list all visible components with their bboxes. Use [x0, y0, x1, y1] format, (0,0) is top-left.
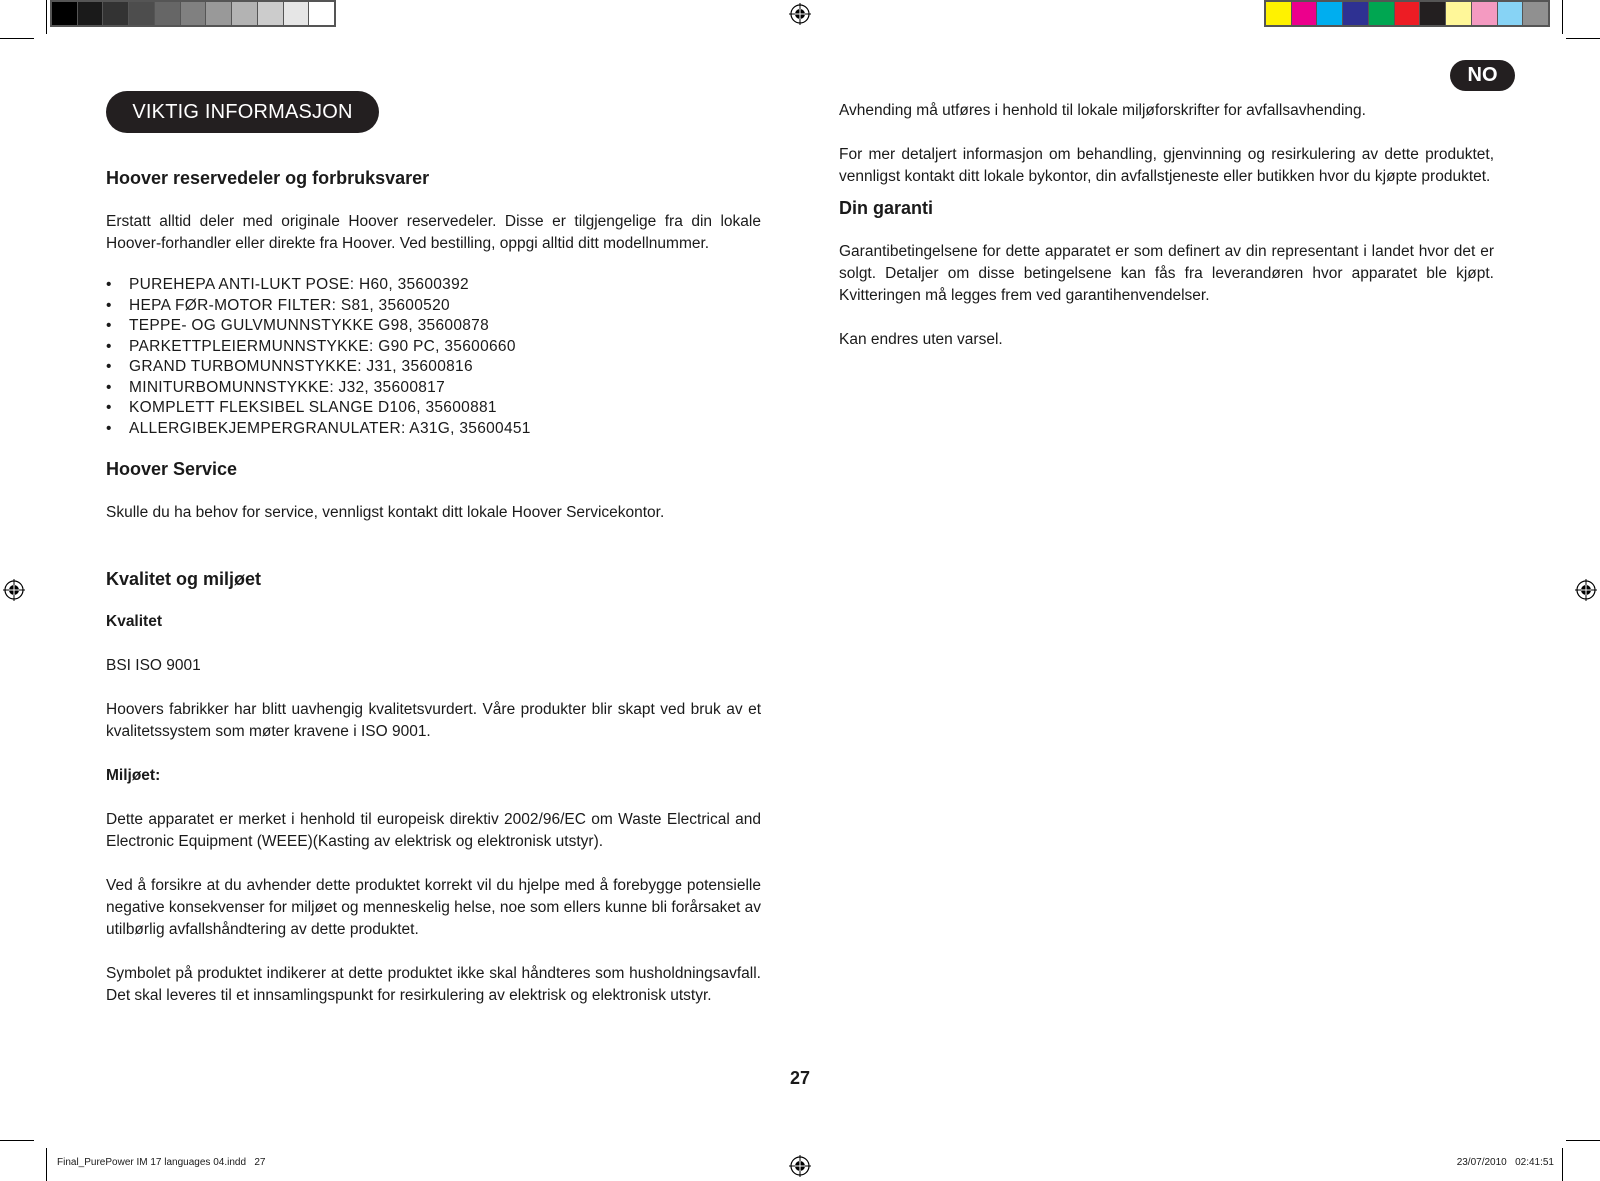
color-swatch [1472, 2, 1498, 25]
color-swatch [1498, 2, 1524, 25]
service-text: Skulle du ha behov for service, vennligst kontakt ditt lokale Hoover Servicekontor. [106, 504, 665, 521]
registration-mark-icon [789, 3, 811, 25]
spare-parts-heading: Hoover reservedeler og forbruksvarer [106, 168, 430, 188]
color-swatch [181, 2, 207, 25]
list-item: • HEPA FØR-MOTOR FILTER: S81, 35600520 [106, 296, 761, 317]
change-notice: Kan endres uten varsel. [839, 331, 1003, 348]
disposal-paragraph: For mer detaljert informasjon om behandling, gjenvinning og resirkulering av dette produktet, vennligst kontakt ditt lokale bykontor, din avfallstjeneste eller butikken hvor du kjøpte produktet. [839, 146, 1494, 185]
environment-paragraph: Dette apparatet er merket i henhold til europeisk direktiv 2002/96/EC om Waste Electrical and Electronic Equipment (WEEE)(Kasting av elektrisk og elektronisk utstyr). [106, 811, 761, 850]
color-swatch [155, 2, 181, 25]
crop-mark [1562, 1148, 1563, 1181]
registration-mark-icon [1575, 579, 1597, 601]
spare-parts-list [106, 275, 761, 439]
color-swatch [1266, 2, 1292, 25]
color-swatch [1369, 2, 1395, 25]
color-swatch [258, 2, 284, 25]
list-item: • ALLERGIBEKJEMPERGRANULATER: A31G, 35600451 [106, 419, 761, 440]
color-swatch [1343, 2, 1369, 25]
quality-subheading: Kvalitet [106, 613, 162, 630]
color-swatch [1395, 2, 1421, 25]
list-item: • PARKETTPLEIERMUNNSTYKKE: G90 PC, 35600660 [106, 337, 761, 358]
color-swatch [1523, 2, 1548, 25]
list-item: • PUREHEPA ANTI-LUKT POSE: H60, 35600392 [106, 275, 761, 296]
page-number: 27 [789, 1068, 811, 1088]
crop-mark [46, 0, 47, 34]
color-swatch [103, 2, 129, 25]
crop-mark [1566, 38, 1600, 39]
color-swatch [1446, 2, 1472, 25]
color-swatch [309, 2, 334, 25]
footer-timestamp: 23/07/2010 02:41:51 [1456, 1157, 1554, 1168]
environment-paragraph: Symbolet på produktet indikerer at dette produktet ikke skal håndteres som husholdningsavfall. Det skal leveres til et innsamlingspunkt for resirkulering av elektrisk og elektronisk utstyr. [106, 965, 761, 1004]
disposal-paragraph: Avhending må utføres i henhold til lokale miljøforskrifter for avfallsavhending. [839, 102, 1366, 119]
color-swatch [78, 2, 104, 25]
footer-file-info: Final_PurePower IM 17 languages 04.indd 27 [57, 1157, 266, 1168]
color-swatch [284, 2, 310, 25]
color-swatch [129, 2, 155, 25]
process-color-bar [1264, 0, 1550, 27]
registration-mark-icon [3, 579, 25, 601]
color-swatch [1420, 2, 1446, 25]
color-swatch [206, 2, 232, 25]
environment-paragraph: Ved å forsikre at du avhender dette produktet korrekt vil du hjelpe med å forebygge potensielle negative konsekvenser for miljøet og menneskelig helse, noe som ellers kunne bli forårsaket av utilbørlig avfallshåndtering av dette produktet. [106, 877, 761, 938]
guarantee-heading: Din garanti [839, 198, 934, 218]
list-item: • KOMPLETT FLEKSIBEL SLANGE D106, 35600881 [106, 398, 761, 419]
quality-standard: BSI ISO 9001 [106, 657, 201, 674]
color-swatch [232, 2, 258, 25]
color-swatch [52, 2, 78, 25]
list-item: • TEPPE- OG GULVMUNNSTYKKE G98, 35600878 [106, 316, 761, 337]
list-item: • GRAND TURBOMUNNSTYKKE: J31, 35600816 [106, 357, 761, 378]
crop-mark [0, 1140, 34, 1141]
language-badge: NO [1450, 60, 1515, 91]
registration-mark-icon [789, 1155, 811, 1177]
quality-environment-heading: Kvalitet og miljøet [106, 569, 262, 589]
environment-subheading: Miljøet: [106, 767, 161, 784]
color-swatch [1292, 2, 1318, 25]
color-swatch [1317, 2, 1343, 25]
grayscale-color-bar [50, 0, 336, 27]
section-title-badge: VIKTIG INFORMASJON [106, 91, 379, 133]
right-column [839, 100, 1494, 351]
crop-mark [1566, 1140, 1600, 1141]
crop-mark [1562, 0, 1563, 34]
quality-text: Hoovers fabrikker har blitt uavhengig kvalitetsvurdert. Våre produkter blir skapt ved bruk av et kvalitetssystem som møter kravene i ISO 9001. [106, 701, 761, 740]
guarantee-text: Garantibetingelsene for dette apparatet er som definert av din representant i landet hvor det er solgt. Detaljer om disse betingelsene kan fås fra leverandøren hvor apparatet ble kjøpt. Kvitteringen må legges frem ved garantihenvendelser. [839, 243, 1494, 304]
service-heading: Hoover Service [106, 459, 238, 479]
left-column [106, 166, 761, 1007]
crop-mark [0, 38, 34, 39]
spare-parts-intro: Erstatt alltid deler med originale Hoover reservedeler. Disse er tilgjengelige fra din lokale Hoover-forhandler eller direkte fra Hoover. Ved bestilling, oppgi alltid ditt modellnummer. [106, 213, 761, 252]
list-item: • MINITURBOMUNNSTYKKE: J32, 35600817 [106, 378, 761, 399]
crop-mark [46, 1148, 47, 1181]
